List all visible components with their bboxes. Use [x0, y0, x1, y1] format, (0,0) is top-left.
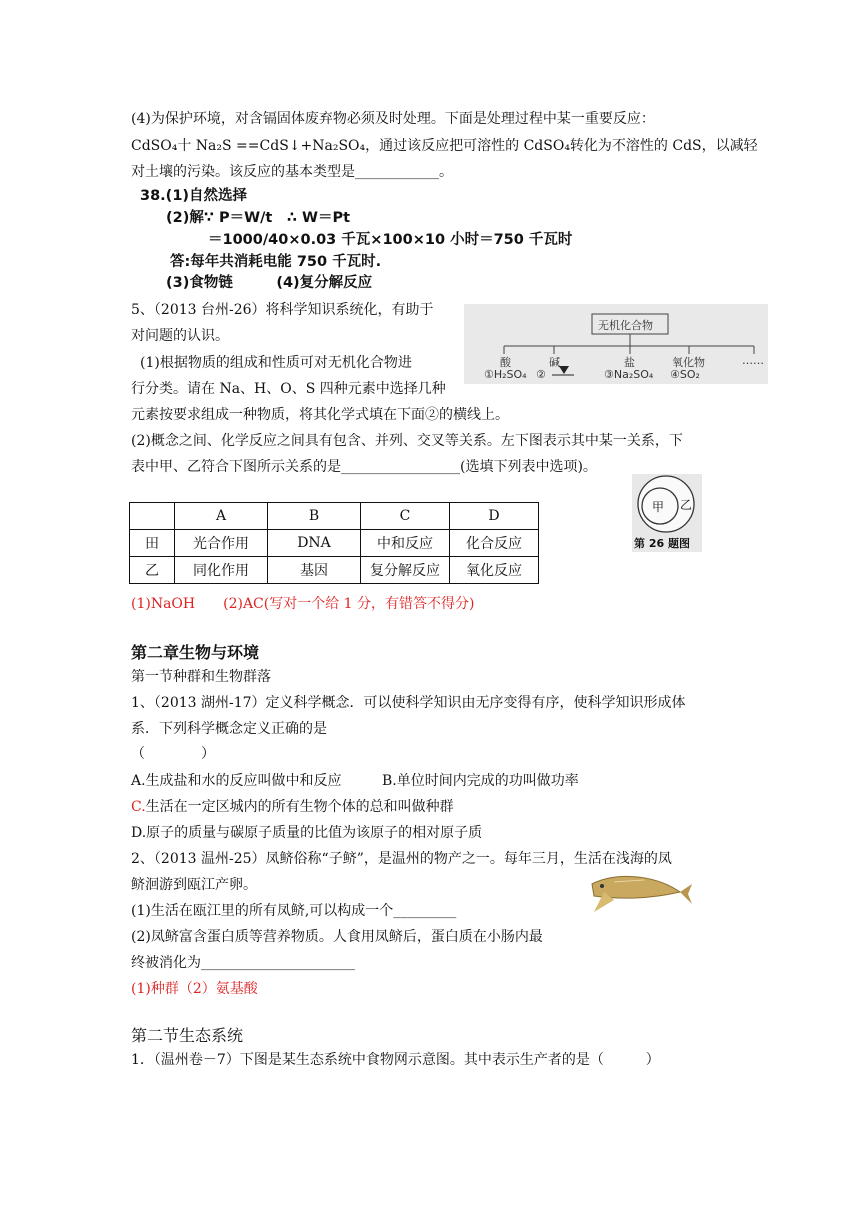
table-cell: A [175, 503, 268, 530]
q1-option-c-letter: C. [131, 799, 146, 815]
tree-base-label: 碱 [549, 356, 560, 369]
q5-line2: 对问题的认识。 [131, 328, 229, 344]
fish-icon [584, 862, 694, 920]
table-cell: D [450, 503, 539, 530]
q1-option-c-text: 生活在一定区城内的所有生物个体的总和叫做种群 [145, 799, 454, 815]
tree-item-4: ④SO₂ [670, 368, 700, 381]
tree-item-1: ①H₂SO₄ [484, 368, 527, 381]
table-cell: 田 [130, 530, 175, 557]
chapter-title: 第二章生物与环境 [131, 643, 260, 662]
q1-line1: 1、（2013 湖州-17）定义科学概念．可以使科学知识由无序变得有序，使科学知识形成体 [131, 695, 686, 711]
q5-line6: (2)概念之间、化学反应之间具有包含、并列、交叉等关系。左下图表示其中某一关系，下 [131, 433, 683, 449]
q5-line7: 表中甲、乙符合下图所示关系的是_________________(选填下列表中选项)。 [131, 459, 597, 475]
table-cell: 基因 [268, 557, 361, 584]
options-table [129, 502, 539, 584]
classification-tree-figure [464, 304, 768, 384]
q2-line1: 2、（2013 温州-25）凤鲚俗称“子鲚”，是温州的物产之一。每年三月，生活在浅海的凤 [131, 851, 672, 867]
answer-38-line3: ＝1000/40×0.03 千瓦×100×10 小时＝750 千瓦时 [208, 232, 573, 248]
q5-line3: (1)根据物质的组成和性质可对无机化合物进 [140, 355, 412, 371]
answer-38-line1: 38.(1)自然选择 [140, 188, 248, 204]
venn-diagram-figure [632, 474, 702, 552]
tree-item-3: ③Na₂SO₄ [604, 368, 654, 381]
q2-line2: 鲚洄游到瓯江产卵。 [131, 877, 257, 893]
q1-option-b: B.单位时间内完成的功叫做功率 [382, 773, 579, 789]
sec2-q1: 1．（温州卷－7）下图是某生态系统中食物网示意图。其中表示生产者的是（ ） [131, 1052, 660, 1068]
table-row [130, 557, 539, 584]
q2-line4: (2)凤鲚富含蛋白质等营养物质。人食用凤鲚后，蛋白质在小肠内最 [131, 929, 543, 945]
answer-q5: (1)NaOH (2)AC(写对一个给 1 分，有错答不得分) [131, 596, 475, 612]
table-cell: B [268, 503, 361, 530]
table-cell: DNA [268, 530, 361, 557]
q1-answer-paren: （ ） [131, 746, 215, 762]
q1-line2: 系．下列科学概念定义正确的是 [131, 721, 327, 737]
section-title-2: 第二节生态系统 [131, 1026, 244, 1045]
table-cell: 乙 [130, 557, 175, 584]
q4-line2: CdSO₄十 Na₂S ==CdS↓+Na₂SO₄，通过该反应把可溶性的 CdSO₄转化为不溶性的 CdS，以减轻 [131, 138, 758, 154]
table-cell: C [361, 503, 450, 530]
q1-option-a: A.生成盐和水的反应叫做中和反应 [131, 773, 342, 789]
table-cell [130, 503, 175, 530]
q1-option-c [131, 796, 454, 816]
tree-item-2: ② [536, 368, 546, 381]
tree-salt-label: 盐 [624, 356, 635, 369]
fish-image [584, 862, 694, 920]
q5-line5: 元素按要求组成一种物质，将其化学式填在下面②的横线上。 [131, 407, 509, 423]
q1-option-d: D.原子的质量与碳原子质量的比值为该原子的相对原子质 [131, 825, 483, 841]
table-cell: 复分解反应 [361, 557, 450, 584]
table-cell: 化合反应 [450, 530, 539, 557]
tree-acid-label: 酸 [500, 356, 511, 369]
table-cell: 中和反应 [361, 530, 450, 557]
table-cell: 同化作用 [175, 557, 268, 584]
tree-oxide-label: 氧化物 [672, 356, 705, 369]
section-title-1: 第一节种群和生物群落 [131, 669, 271, 685]
q2-answer: (1)种群（2）氨基酸 [131, 981, 258, 997]
venn-caption: 第 26 题图 [634, 537, 690, 550]
q2-line3: (1)生活在瓯江里的所有凤鲚,可以构成一个_________ [131, 903, 457, 919]
venn-yi-label: 乙 [680, 498, 693, 512]
table-cell: 氧化反应 [450, 557, 539, 584]
table-header-row [130, 503, 539, 530]
table-cell: 光合作用 [175, 530, 268, 557]
venn-jia-label: 甲 [652, 500, 665, 514]
answer-38-line5: (3)食物链 (4)复分解反应 [166, 275, 373, 291]
q4-line3: 对土壤的污染。该反应的基本类型是____________。 [131, 164, 453, 180]
q4-line1: (4)为保护环境，对含镉固体废弃物必须及时处理。下面是处理过程中某一重要反应： [131, 111, 655, 127]
q2-line5: 终被消化为______________________ [131, 955, 355, 971]
answer-38-line2: (2)解∵ P＝W/t ∴ W＝Pt [166, 210, 351, 226]
q5-line1: 5、（2013 台州-26）将科学知识系统化，有助于 [131, 302, 434, 318]
q5-line4: 行分类。请在 Na、H、O、S 四种元素中选择几种 [131, 381, 446, 397]
tree-dots-label: …… [742, 354, 764, 367]
table-row [130, 530, 539, 557]
tree-root-label: 无机化合物 [598, 319, 653, 332]
answer-38-line4: 答:每年共消耗电能 750 千瓦时. [170, 254, 382, 270]
